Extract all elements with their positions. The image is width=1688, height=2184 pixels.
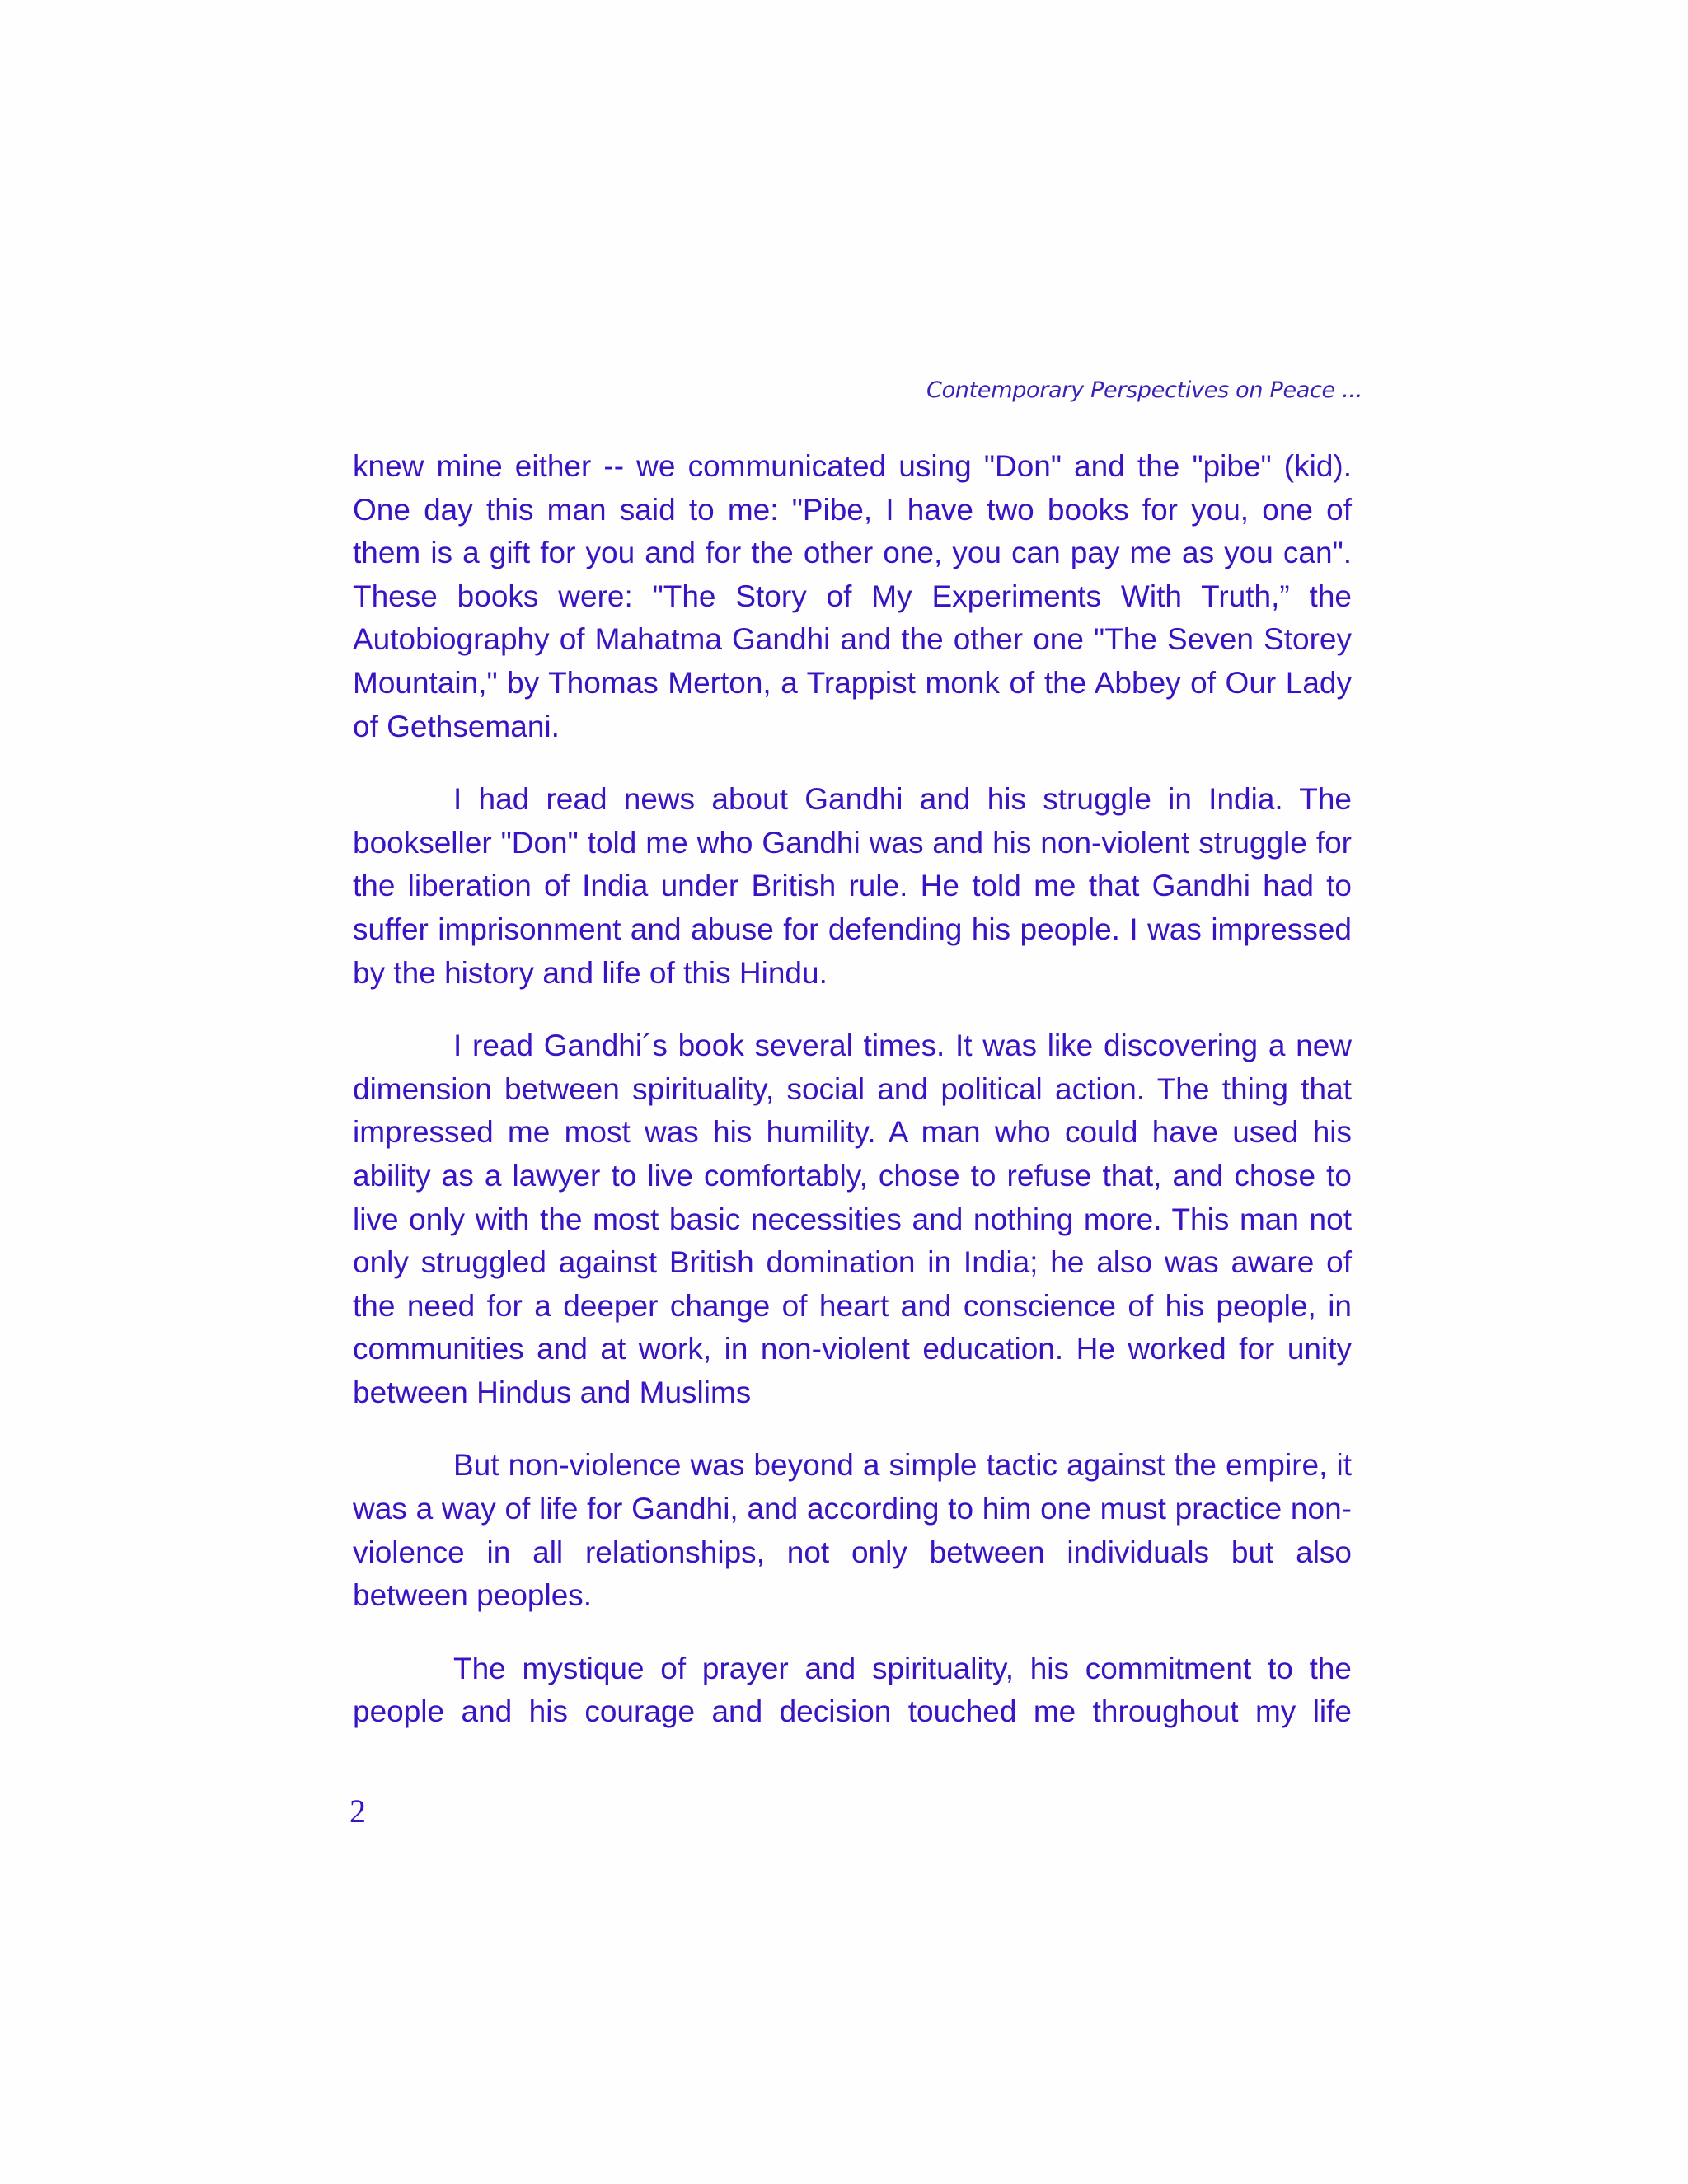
paragraph-4: But non-violence was beyond a simple tactic against the empire, it was a way of life for Gandhi, and according to him one must practice non-violence in all relationships, not only between individuals but also between peoples. — [353, 1448, 1352, 1613]
body-text — [353, 445, 1352, 1764]
paragraph-2: I had read news about Gandhi and his struggle in India. The bookseller "Don" told me who Gandhi was and his non-violent struggle for the liberation of India under British rule. He told me that Gandhi had to suffer imprisonment and abuse for defending his people. I was impressed by the history and life of this Hindu. — [353, 782, 1352, 990]
paragraph-3: I read Gandhi´s book several times. It was like discovering a new dimension between spirituality, social and political action. The thing that impressed me most was his humility. A man who could have used his ability as a lawyer to live comfortably, chose to refuse that, and chose to live only with the most basic necessities and nothing more. This man not only struggled against British domination in India; he also was aware of the need for a deeper change of heart and conscience of his people, in communities and at work, in non-violent education. He worked for unity between Hindus and Muslims — [353, 1029, 1352, 1409]
paragraph-1: knew mine either -- we communicated using "Don" and the "pibe" (kid). One day this man said to me: "Pibe, I have two books for you, one of them is a gift for you and for the other one, you can pay me as you can". These books were: "The Story of My Experiments With Truth,” the Autobiography of Mahatma Gandhi and the other one "The Seven Storey Mountain," by Thomas Merton, a Trappist monk of the Abbey of Our Lady of Gethsemani. — [353, 449, 1352, 743]
running-header: Contemporary Perspectives on Peace ... — [926, 377, 1362, 403]
page-number: 2 — [349, 1793, 366, 1830]
paragraph-5: The mystique of prayer and spirituality, his commitment to the people and his courage and decision touched me throughout my life — [353, 1651, 1352, 1729]
